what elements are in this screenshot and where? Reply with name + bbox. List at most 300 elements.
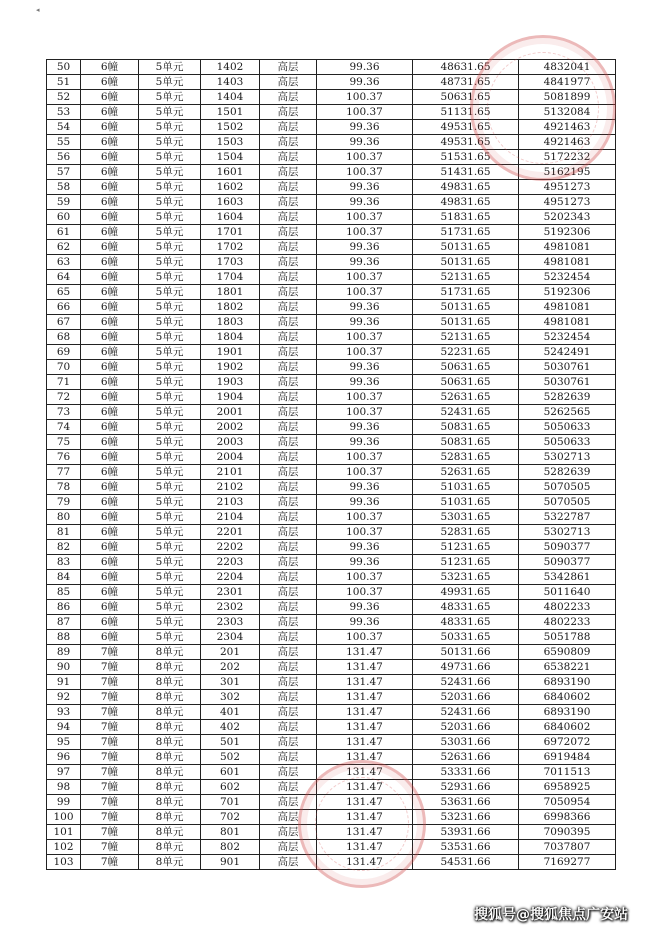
total-price-cell: 6840602 (519, 720, 616, 735)
building-type-cell: 高层 (260, 315, 317, 330)
unit-price-cell: 52131.65 (413, 270, 519, 285)
table-row (47, 135, 616, 150)
room-number-cell: 2104 (201, 510, 260, 525)
building-type-cell: 高层 (260, 105, 317, 120)
row-index-cell: 60 (47, 210, 81, 225)
unit-cell: 5单元 (139, 585, 201, 600)
table-row (47, 435, 616, 450)
unit-cell: 5单元 (139, 120, 201, 135)
table-row (47, 315, 616, 330)
row-index-cell: 75 (47, 435, 81, 450)
total-price-cell: 5090377 (519, 540, 616, 555)
area-cell: 99.36 (317, 180, 413, 195)
total-price-cell: 5172232 (519, 150, 616, 165)
area-cell: 99.36 (317, 540, 413, 555)
table-row (47, 210, 616, 225)
row-index-cell: 76 (47, 450, 81, 465)
table-row (47, 660, 616, 675)
unit-cell: 8单元 (139, 810, 201, 825)
building-type-cell: 高层 (260, 660, 317, 675)
building-cell: 7幢 (81, 840, 139, 855)
unit-cell: 5单元 (139, 75, 201, 90)
building-cell: 6幢 (81, 615, 139, 630)
row-index-cell: 69 (47, 345, 81, 360)
building-cell: 6幢 (81, 495, 139, 510)
row-index-cell: 86 (47, 600, 81, 615)
unit-price-cell: 50131.65 (413, 255, 519, 270)
building-cell: 6幢 (81, 210, 139, 225)
table-row (47, 375, 616, 390)
unit-cell: 5单元 (139, 615, 201, 630)
unit-price-cell: 50631.65 (413, 360, 519, 375)
room-number-cell: 2202 (201, 540, 260, 555)
unit-cell: 5单元 (139, 390, 201, 405)
row-index-cell: 53 (47, 105, 81, 120)
area-cell: 99.36 (317, 420, 413, 435)
table-row (47, 255, 616, 270)
total-price-cell: 6893190 (519, 675, 616, 690)
table-row (47, 420, 616, 435)
table-row (47, 180, 616, 195)
building-type-cell: 高层 (260, 705, 317, 720)
table-row (47, 60, 616, 75)
room-number-cell: 2203 (201, 555, 260, 570)
total-price-cell: 7090395 (519, 825, 616, 840)
area-cell: 99.36 (317, 300, 413, 315)
unit-cell: 5单元 (139, 420, 201, 435)
building-type-cell: 高层 (260, 675, 317, 690)
total-price-cell: 6919484 (519, 750, 616, 765)
unit-cell: 8单元 (139, 720, 201, 735)
row-index-cell: 67 (47, 315, 81, 330)
total-price-cell: 5192306 (519, 285, 616, 300)
building-type-cell: 高层 (260, 255, 317, 270)
room-number-cell: 1801 (201, 285, 260, 300)
building-type-cell: 高层 (260, 585, 317, 600)
unit-price-cell: 52431.66 (413, 705, 519, 720)
total-price-cell: 6893190 (519, 705, 616, 720)
area-cell: 99.36 (317, 60, 413, 75)
building-type-cell: 高层 (260, 75, 317, 90)
building-type-cell: 高层 (260, 630, 317, 645)
building-cell: 6幢 (81, 165, 139, 180)
area-cell: 131.47 (317, 780, 413, 795)
room-number-cell: 1503 (201, 135, 260, 150)
watermark-text: 搜狐号@搜狐焦点广安站 (474, 907, 628, 923)
row-index-cell: 92 (47, 690, 81, 705)
room-number-cell: 2204 (201, 570, 260, 585)
building-cell: 6幢 (81, 360, 139, 375)
building-type-cell: 高层 (260, 465, 317, 480)
area-cell: 100.37 (317, 225, 413, 240)
unit-cell: 8单元 (139, 855, 201, 870)
building-cell: 7幢 (81, 645, 139, 660)
unit-cell: 5单元 (139, 255, 201, 270)
total-price-cell: 5202343 (519, 210, 616, 225)
room-number-cell: 1903 (201, 375, 260, 390)
table-row (47, 600, 616, 615)
room-number-cell: 1604 (201, 210, 260, 225)
total-price-cell: 5011640 (519, 585, 616, 600)
area-cell: 131.47 (317, 795, 413, 810)
row-index-cell: 96 (47, 750, 81, 765)
unit-price-cell: 49931.65 (413, 585, 519, 600)
room-number-cell: 1502 (201, 120, 260, 135)
building-type-cell: 高层 (260, 855, 317, 870)
building-type-cell: 高层 (260, 510, 317, 525)
area-cell: 99.36 (317, 600, 413, 615)
room-number-cell: 1403 (201, 75, 260, 90)
unit-cell: 5单元 (139, 330, 201, 345)
building-cell: 6幢 (81, 195, 139, 210)
unit-price-cell: 50831.65 (413, 420, 519, 435)
building-cell: 6幢 (81, 390, 139, 405)
building-cell: 6幢 (81, 420, 139, 435)
room-number-cell: 1501 (201, 105, 260, 120)
total-price-cell: 5090377 (519, 555, 616, 570)
table-row (47, 690, 616, 705)
total-price-cell: 5070505 (519, 495, 616, 510)
room-number-cell: 1902 (201, 360, 260, 375)
building-cell: 6幢 (81, 630, 139, 645)
unit-price-cell: 50831.65 (413, 435, 519, 450)
unit-cell: 5单元 (139, 450, 201, 465)
area-cell: 99.36 (317, 75, 413, 90)
total-price-cell: 4921463 (519, 120, 616, 135)
building-type-cell: 高层 (260, 825, 317, 840)
building-cell: 6幢 (81, 585, 139, 600)
row-index-cell: 51 (47, 75, 81, 90)
area-cell: 99.36 (317, 480, 413, 495)
building-cell: 6幢 (81, 300, 139, 315)
row-index-cell: 74 (47, 420, 81, 435)
total-price-cell: 5282639 (519, 390, 616, 405)
building-cell: 6幢 (81, 240, 139, 255)
row-index-cell: 73 (47, 405, 81, 420)
table-row (47, 645, 616, 660)
building-type-cell: 高层 (260, 840, 317, 855)
row-index-cell: 101 (47, 825, 81, 840)
table-row (47, 360, 616, 375)
table-row (47, 840, 616, 855)
building-type-cell: 高层 (260, 270, 317, 285)
area-cell: 131.47 (317, 660, 413, 675)
building-type-cell: 高层 (260, 120, 317, 135)
row-index-cell: 58 (47, 180, 81, 195)
unit-price-cell: 51531.65 (413, 150, 519, 165)
row-index-cell: 66 (47, 300, 81, 315)
row-index-cell: 64 (47, 270, 81, 285)
area-cell: 99.36 (317, 435, 413, 450)
building-cell: 6幢 (81, 345, 139, 360)
table-row (47, 75, 616, 90)
table-row (47, 525, 616, 540)
table-row (47, 495, 616, 510)
room-number-cell: 1603 (201, 195, 260, 210)
room-number-cell: 2002 (201, 420, 260, 435)
building-type-cell: 高层 (260, 60, 317, 75)
area-cell: 131.47 (317, 735, 413, 750)
unit-cell: 5单元 (139, 225, 201, 240)
unit-price-cell: 51031.65 (413, 480, 519, 495)
building-cell: 6幢 (81, 90, 139, 105)
table-row (47, 405, 616, 420)
row-index-cell: 77 (47, 465, 81, 480)
room-number-cell: 302 (201, 690, 260, 705)
building-type-cell: 高层 (260, 345, 317, 360)
unit-cell: 5单元 (139, 555, 201, 570)
building-cell: 6幢 (81, 105, 139, 120)
building-type-cell: 高层 (260, 135, 317, 150)
total-price-cell: 4841977 (519, 75, 616, 90)
row-index-cell: 68 (47, 330, 81, 345)
unit-cell: 5单元 (139, 345, 201, 360)
row-index-cell: 81 (47, 525, 81, 540)
unit-price-cell: 51131.65 (413, 105, 519, 120)
area-cell: 131.47 (317, 840, 413, 855)
building-type-cell: 高层 (260, 735, 317, 750)
room-number-cell: 1504 (201, 150, 260, 165)
unit-cell: 5单元 (139, 510, 201, 525)
table-row (47, 450, 616, 465)
total-price-cell: 4832041 (519, 60, 616, 75)
row-index-cell: 90 (47, 660, 81, 675)
area-cell: 131.47 (317, 825, 413, 840)
row-index-cell: 94 (47, 720, 81, 735)
building-cell: 6幢 (81, 375, 139, 390)
room-number-cell: 602 (201, 780, 260, 795)
building-cell: 6幢 (81, 180, 139, 195)
total-price-cell: 5050633 (519, 435, 616, 450)
total-price-cell: 4802233 (519, 615, 616, 630)
building-cell: 6幢 (81, 330, 139, 345)
room-number-cell: 2101 (201, 465, 260, 480)
room-number-cell: 1702 (201, 240, 260, 255)
area-cell: 100.37 (317, 570, 413, 585)
unit-price-cell: 50131.65 (413, 315, 519, 330)
unit-price-cell: 51231.65 (413, 540, 519, 555)
room-number-cell: 502 (201, 750, 260, 765)
area-cell: 131.47 (317, 855, 413, 870)
building-type-cell: 高层 (260, 165, 317, 180)
total-price-cell: 5070505 (519, 480, 616, 495)
table-row (47, 165, 616, 180)
area-cell: 99.36 (317, 360, 413, 375)
building-cell: 6幢 (81, 600, 139, 615)
area-cell: 100.37 (317, 630, 413, 645)
room-number-cell: 901 (201, 855, 260, 870)
table-row (47, 720, 616, 735)
building-type-cell: 高层 (260, 525, 317, 540)
unit-price-cell: 53231.65 (413, 570, 519, 585)
room-number-cell: 1701 (201, 225, 260, 240)
area-cell: 100.37 (317, 585, 413, 600)
area-cell: 100.37 (317, 165, 413, 180)
building-cell: 6幢 (81, 135, 139, 150)
table-row (47, 90, 616, 105)
building-cell: 6幢 (81, 255, 139, 270)
area-cell: 131.47 (317, 690, 413, 705)
total-price-cell: 5030761 (519, 375, 616, 390)
unit-cell: 5单元 (139, 465, 201, 480)
room-number-cell: 1804 (201, 330, 260, 345)
unit-price-cell: 51731.65 (413, 225, 519, 240)
building-type-cell: 高层 (260, 420, 317, 435)
unit-price-cell: 52431.65 (413, 405, 519, 420)
total-price-cell: 5232454 (519, 330, 616, 345)
total-price-cell: 6958925 (519, 780, 616, 795)
table-row (47, 540, 616, 555)
room-number-cell: 1404 (201, 90, 260, 105)
unit-cell: 5单元 (139, 90, 201, 105)
area-cell: 131.47 (317, 810, 413, 825)
building-type-cell: 高层 (260, 780, 317, 795)
unit-cell: 5单元 (139, 135, 201, 150)
building-cell: 7幢 (81, 720, 139, 735)
table-row (47, 630, 616, 645)
area-cell: 99.36 (317, 240, 413, 255)
building-type-cell: 高层 (260, 615, 317, 630)
building-cell: 6幢 (81, 315, 139, 330)
total-price-cell: 5132084 (519, 105, 616, 120)
building-cell: 7幢 (81, 750, 139, 765)
unit-price-cell: 49831.65 (413, 180, 519, 195)
room-number-cell: 1803 (201, 315, 260, 330)
unit-cell: 5单元 (139, 570, 201, 585)
table-row (47, 585, 616, 600)
unit-cell: 5单元 (139, 165, 201, 180)
unit-cell: 8单元 (139, 705, 201, 720)
table-row (47, 750, 616, 765)
room-number-cell: 2004 (201, 450, 260, 465)
room-number-cell: 701 (201, 795, 260, 810)
unit-cell: 5单元 (139, 180, 201, 195)
row-index-cell: 72 (47, 390, 81, 405)
unit-price-cell: 50631.65 (413, 90, 519, 105)
row-index-cell: 59 (47, 195, 81, 210)
table-row (47, 705, 616, 720)
building-cell: 6幢 (81, 555, 139, 570)
table-row (47, 810, 616, 825)
unit-price-cell: 48331.65 (413, 600, 519, 615)
unit-price-cell: 52631.66 (413, 750, 519, 765)
unit-cell: 5单元 (139, 375, 201, 390)
row-index-cell: 85 (47, 585, 81, 600)
unit-price-cell: 54531.66 (413, 855, 519, 870)
unit-cell: 5单元 (139, 495, 201, 510)
building-type-cell: 高层 (260, 480, 317, 495)
unit-cell: 8单元 (139, 675, 201, 690)
row-index-cell: 102 (47, 840, 81, 855)
building-cell: 6幢 (81, 480, 139, 495)
area-cell: 131.47 (317, 675, 413, 690)
unit-price-cell: 52931.66 (413, 780, 519, 795)
room-number-cell: 1904 (201, 390, 260, 405)
table-row (47, 270, 616, 285)
total-price-cell: 4802233 (519, 600, 616, 615)
row-index-cell: 84 (47, 570, 81, 585)
room-number-cell: 301 (201, 675, 260, 690)
building-cell: 6幢 (81, 60, 139, 75)
row-index-cell: 57 (47, 165, 81, 180)
total-price-cell: 5232454 (519, 270, 616, 285)
table-row (47, 195, 616, 210)
building-type-cell: 高层 (260, 690, 317, 705)
total-price-cell: 5302713 (519, 450, 616, 465)
unit-price-cell: 51431.65 (413, 165, 519, 180)
table-row (47, 240, 616, 255)
unit-cell: 8单元 (139, 840, 201, 855)
building-type-cell: 高层 (260, 555, 317, 570)
room-number-cell: 2302 (201, 600, 260, 615)
room-number-cell: 2304 (201, 630, 260, 645)
row-index-cell: 80 (47, 510, 81, 525)
table-row (47, 510, 616, 525)
building-type-cell: 高层 (260, 765, 317, 780)
building-type-cell: 高层 (260, 330, 317, 345)
total-price-cell: 5081899 (519, 90, 616, 105)
row-index-cell: 65 (47, 285, 81, 300)
total-price-cell: 6998366 (519, 810, 616, 825)
unit-price-cell: 48631.65 (413, 60, 519, 75)
building-type-cell: 高层 (260, 375, 317, 390)
table-row (47, 795, 616, 810)
total-price-cell: 6840602 (519, 690, 616, 705)
room-number-cell: 2001 (201, 405, 260, 420)
table-row (47, 330, 616, 345)
building-type-cell: 高层 (260, 240, 317, 255)
total-price-cell: 4981081 (519, 315, 616, 330)
table-row (47, 735, 616, 750)
building-type-cell: 高层 (260, 180, 317, 195)
room-number-cell: 601 (201, 765, 260, 780)
building-cell: 6幢 (81, 270, 139, 285)
unit-price-cell: 53631.66 (413, 795, 519, 810)
area-cell: 100.37 (317, 390, 413, 405)
building-cell: 7幢 (81, 825, 139, 840)
area-cell: 100.37 (317, 90, 413, 105)
row-index-cell: 56 (47, 150, 81, 165)
building-type-cell: 高层 (260, 600, 317, 615)
building-cell: 6幢 (81, 120, 139, 135)
room-number-cell: 802 (201, 840, 260, 855)
unit-price-cell: 52631.65 (413, 465, 519, 480)
unit-price-cell: 50131.65 (413, 300, 519, 315)
building-cell: 7幢 (81, 690, 139, 705)
unit-cell: 5单元 (139, 405, 201, 420)
area-cell: 100.37 (317, 285, 413, 300)
building-cell: 7幢 (81, 705, 139, 720)
building-cell: 6幢 (81, 465, 139, 480)
building-cell: 7幢 (81, 810, 139, 825)
unit-price-cell: 50331.65 (413, 630, 519, 645)
unit-cell: 8单元 (139, 735, 201, 750)
total-price-cell: 5051788 (519, 630, 616, 645)
table-row (47, 825, 616, 840)
total-price-cell: 7011513 (519, 765, 616, 780)
unit-price-cell: 50131.65 (413, 240, 519, 255)
table-row (47, 465, 616, 480)
building-cell: 6幢 (81, 570, 139, 585)
building-cell: 6幢 (81, 150, 139, 165)
area-cell: 131.47 (317, 765, 413, 780)
unit-price-cell: 52831.65 (413, 525, 519, 540)
row-index-cell: 89 (47, 645, 81, 660)
building-type-cell: 高层 (260, 150, 317, 165)
row-index-cell: 100 (47, 810, 81, 825)
table-row (47, 480, 616, 495)
room-number-cell: 501 (201, 735, 260, 750)
